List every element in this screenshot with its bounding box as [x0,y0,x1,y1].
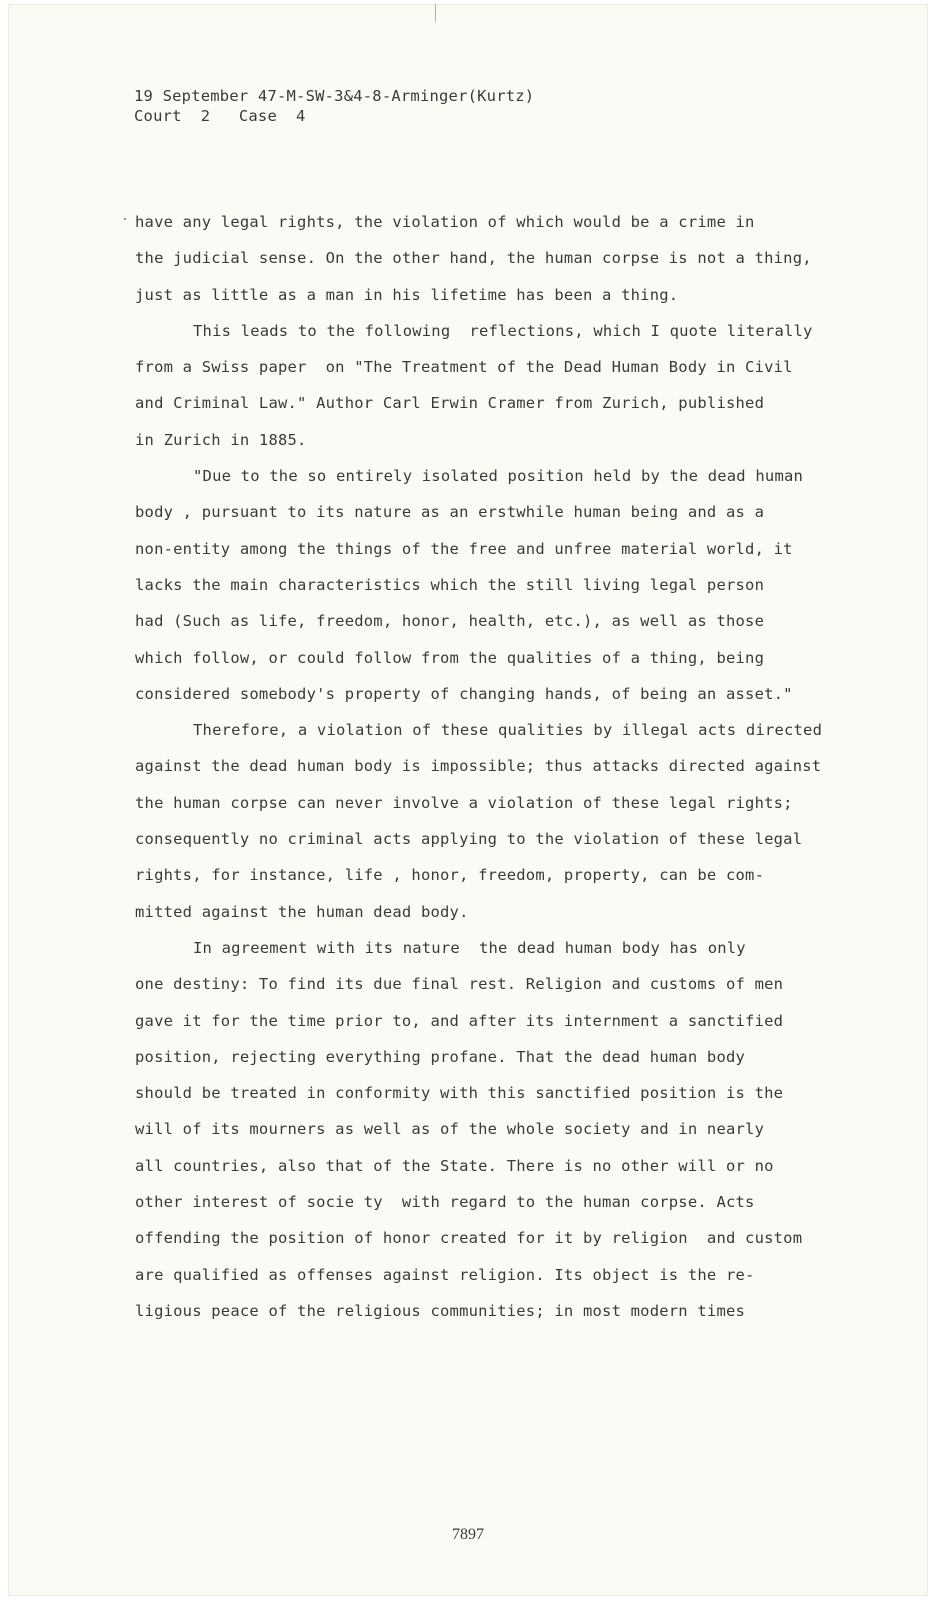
document-header [134,86,534,126]
body-line: gave it for the time prior to, and after its internment a sanctified [135,1011,784,1030]
body-line: rights, for instance, life , honor, freedom, property, can be com- [135,866,765,885]
margin-dot [124,218,126,220]
body-line: lacks the main characteristics which the still living legal person [135,575,765,594]
body-line: just as little as a man in his lifetime has been a thing. [135,285,679,304]
body-line: other interest of socie ty with regard to the human corpse. Acts [135,1193,755,1212]
body-line: considered somebody's property of changing hands, of being an asset." [135,684,793,703]
body-line: all countries, also that of the State. There is no other will or no [135,1156,774,1175]
page-number: 7897 [452,1526,484,1543]
body-line-paragraph-start: This leads to the following reflections, which I quote literally [193,321,813,340]
body-line: one destiny: To find its due final rest. Religion and customs of men [135,975,784,994]
body-line: consequently no criminal acts applying to the violation of these legal [135,830,803,849]
body-line: body , pursuant to its nature as an erstwhile human being and as a [135,503,765,522]
body-line-paragraph-start: Therefore, a violation of these qualities by illegal acts directed [193,721,823,740]
body-line: have any legal rights, the violation of which would be a crime in [135,213,755,231]
top-margin-mark [435,4,436,22]
body-line: non-entity among the things of the free and unfree material world, it [135,539,793,558]
document-body [135,204,895,1329]
header-date-reference: 19 September 47-M-SW-3&4-8-Arminger(Kurtz) [134,87,535,105]
document-page [8,4,928,1596]
body-line: from a Swiss paper on "The Treatment of the Dead Human Body in Civil [135,358,793,377]
body-line: the judicial sense. On the other hand, the human corpse is not a thing, [135,249,812,268]
body-line: which follow, or could follow from the qualities of a thing, being [135,648,765,667]
body-line: ligious peace of the religious communities; in most modern times [135,1301,746,1320]
body-line: in Zurich in 1885. [135,430,307,449]
body-line: mitted against the human dead body. [135,902,469,921]
body-line: should be treated in conformity with this sanctified position is the [135,1084,784,1103]
body-line-quote-start: "Due to the so entirely isolated position held by the dead human [193,467,804,486]
body-line: had (Such as life, freedom, honor, health, etc.), as well as those [135,612,765,631]
body-line: against the dead human body is impossible; thus attacks directed against [135,757,822,776]
header-court-case: Court 2 Case 4 [134,107,306,125]
body-line: the human corpse can never involve a violation of these legal rights; [135,793,793,812]
body-line: offending the position of honor created for it by religion and custom [135,1229,803,1248]
body-line-paragraph-start: In agreement with its nature the dead human body has only [193,938,746,957]
body-line: are qualified as offenses against religion. Its object is the re- [135,1265,755,1284]
body-line: and Criminal Law." Author Carl Erwin Cramer from Zurich, published [135,394,765,413]
body-line: position, rejecting everything profane. That the dead human body [135,1047,746,1066]
body-line: will of its mourners as well as of the whole society and in nearly [135,1120,765,1139]
